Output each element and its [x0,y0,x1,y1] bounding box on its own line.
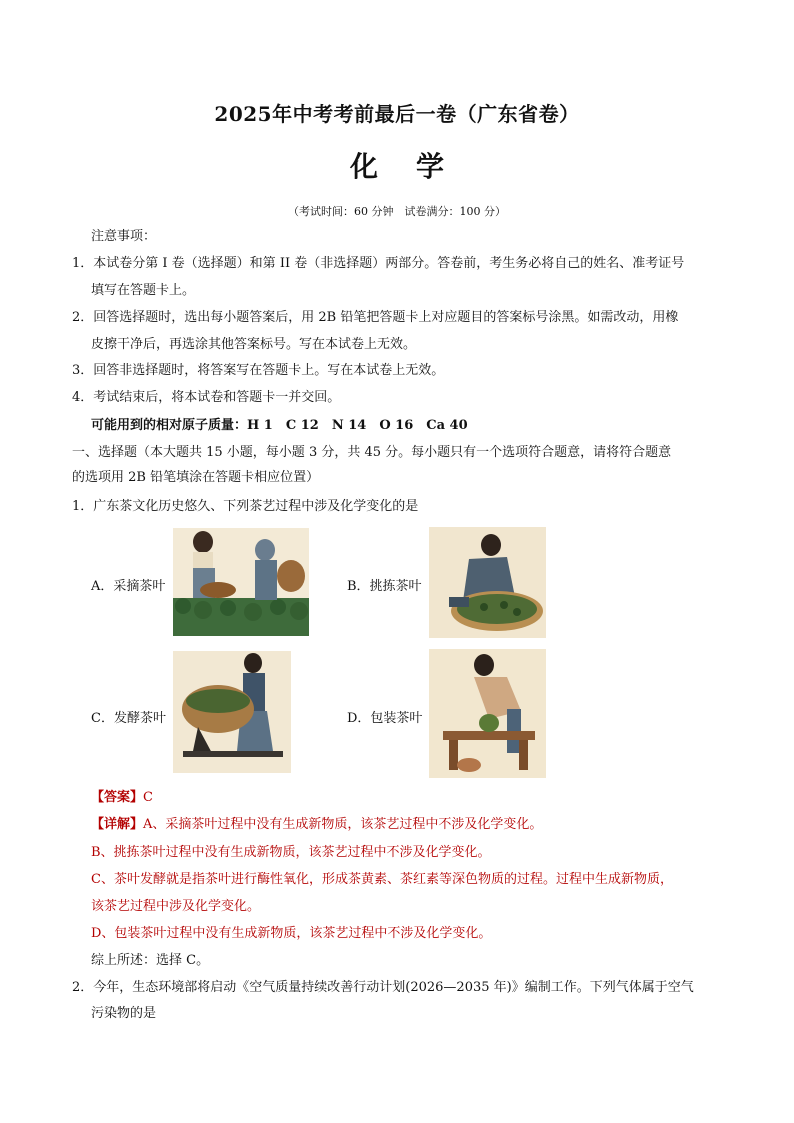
notice-item-4 [72,389,340,407]
notice-item-2 [72,309,678,327]
option-d-label: D．包装茶叶 [347,711,423,726]
tea-packing-image [429,649,546,778]
detail-label: 【详解】 [91,817,144,832]
notice-heading: 注意事项： [91,229,157,244]
tea-picking-image [173,528,309,636]
notice-item-1-cont: 填写在答题卡上。 [91,283,196,298]
notice-item-num: 1． [72,256,94,271]
answer-value: C [143,790,153,805]
tea-sorting-image [429,527,546,638]
notice-item-text: 回答选择题时，选出每小题答案后，用 2B 铅笔把答题卡上对应题目的答案标号涂黑。如需改动，用橡 [93,310,679,325]
detail-a [91,816,542,834]
notice-item-2-cont: 皮擦干净后，再选涂其他答案标号。写在本试卷上无效。 [91,337,417,352]
notice-item-text: 本试卷分第 I 卷（选择题）和第 II 卷（非选择题）两部分。答卷前，考生务必将自己的姓名、准考证号 [93,256,685,271]
notice-item-text: 回答非选择题时，将答案写在答题卡上。写在本试卷上无效。 [93,363,445,378]
notice-item-num: 2． [72,310,94,325]
option-b-label: B．挑拣茶叶 [347,579,422,594]
option-c-label: C．发酵茶叶 [91,711,166,726]
answer-label: 【答案】 [91,790,144,805]
detail-a-text: A、采摘茶叶过程中没有生成新物质，该茶艺过程中不涉及化学变化。 [143,817,543,832]
detail-b: B、挑拣茶叶过程中没有生成新物质，该茶艺过程中不涉及化学变化。 [91,845,491,860]
exam-info: （考试时间：60 分钟 试卷满分：100 分） [288,205,506,218]
summary-line: 综上所述：选择 C。 [91,953,210,968]
tea-fermenting-image [173,651,291,773]
answer-line [91,789,153,807]
question-2-stem-cont: 污染物的是 [91,1006,157,1021]
notice-item-num: 3． [72,363,94,378]
page-title: 2025年中考考前最后一卷（广东省卷） [214,102,580,126]
question-2-stem: 2．今年，生态环境部将启动《空气质量持续改善行动计划(2026—2035 年)》编制工作。下列气体属于空气 [72,980,694,995]
notice-item-text: 考试结束后，将本试卷和答题卡一并交回。 [93,390,341,405]
question-1-stem: 1．广东茶文化历史悠久、下列茶艺过程中涉及化学变化的是 [72,499,419,514]
detail-c-cont: 该茶艺过程中涉及化学变化。 [91,899,261,914]
notice-item-num: 4． [72,390,94,405]
detail-c: C、茶叶发酵就是指茶叶进行酶性氧化，形成茶黄素、茶红素等深色物质的过程。过程中生成新物质， [91,872,673,887]
section1-heading-cont: 的选项用 2B 铅笔填涂在答题卡相应位置） [72,470,320,485]
subject-title: 化学 [349,150,482,183]
notice-item-3 [72,362,444,380]
detail-d: D、包装茶叶过程中没有生成新物质，该茶艺过程中不涉及化学变化。 [91,926,492,941]
atomic-mass-line: 可能用到的相对原子质量：H 1 C 12 N 14 O 16 Ca 40 [91,418,468,433]
option-a-label: A．采摘茶叶 [91,579,166,594]
section1-heading: 一、选择题（本大题共 15 小题，每小题 3 分，共 45 分。每小题只有一个选项符合题意，请将符合题意 [72,445,672,460]
notice-item-1 [72,255,684,273]
